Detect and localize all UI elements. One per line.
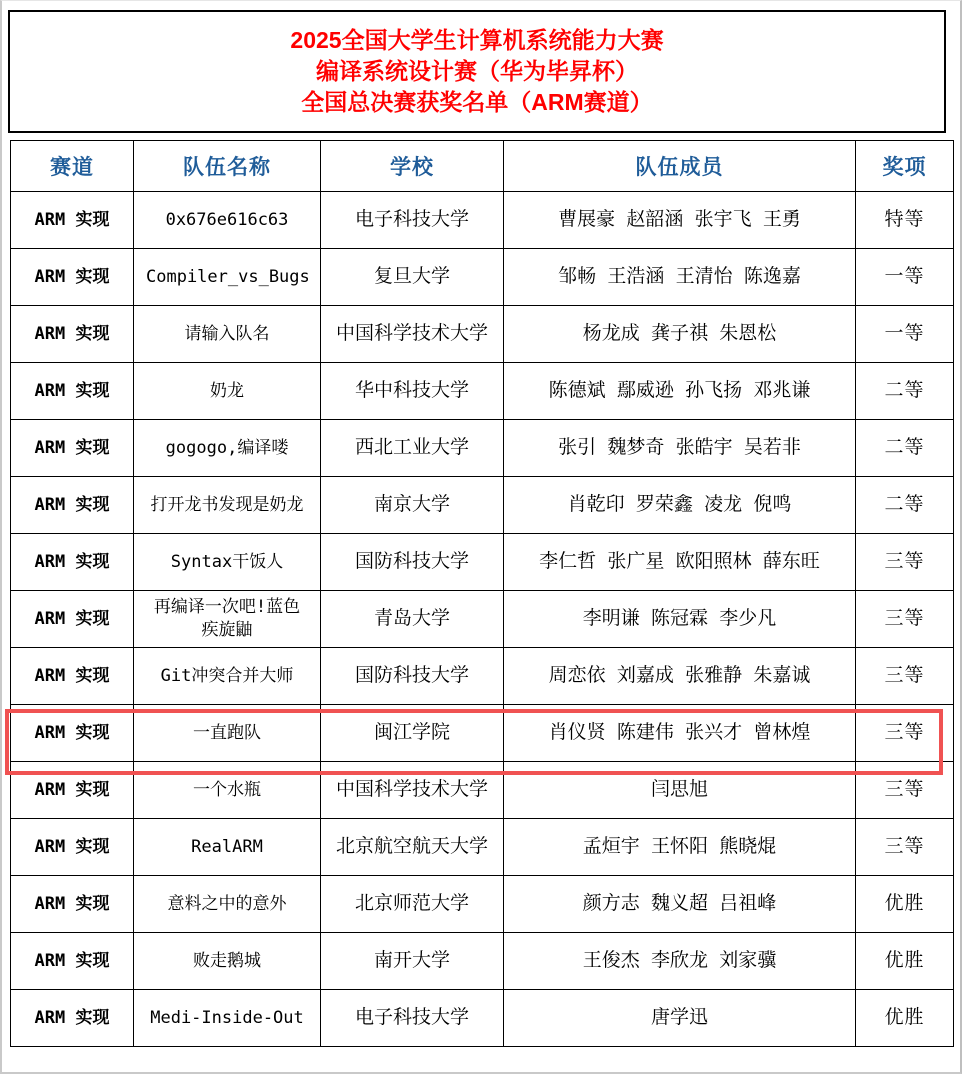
cell-award: 三等 [856,705,954,762]
cell-school: 电子科技大学 [321,192,504,249]
cell-track: ARM 实现 [11,990,134,1047]
cell-award: 二等 [856,363,954,420]
cell-track: ARM 实现 [11,306,134,363]
table-row [11,477,954,534]
table-row [11,876,954,933]
cell-award: 特等 [856,192,954,249]
title-line-3: 全国总决赛获奖名单（ARM赛道） [301,89,653,115]
cell-team: 意料之中的意外 [134,876,321,933]
cell-track: ARM 实现 [11,249,134,306]
cell-members: 颜方志 魏义超 吕祖峰 [504,876,856,933]
cell-award: 优胜 [856,876,954,933]
cell-track: ARM 实现 [11,477,134,534]
cell-members: 杨龙成 龚子祺 朱恩松 [504,306,856,363]
cell-team: Compiler_vs_Bugs [134,249,321,306]
cell-school: 北京航空航天大学 [321,819,504,876]
cell-school: 电子科技大学 [321,990,504,1047]
cell-members: 李明谦 陈冠霖 李少凡 [504,591,856,648]
table-row [11,192,954,249]
cell-track: ARM 实现 [11,762,134,819]
cell-school: 青岛大学 [321,591,504,648]
cell-team: Medi-Inside-Out [134,990,321,1047]
cell-members: 张引 魏梦奇 张皓宇 吴若非 [504,420,856,477]
col-header-team: 队伍名称 [134,141,321,192]
cell-team: RealARM [134,819,321,876]
cell-team: 奶龙 [134,363,321,420]
cell-school: 西北工业大学 [321,420,504,477]
cell-school: 北京师范大学 [321,876,504,933]
table-row [11,591,954,648]
cell-school: 华中科技大学 [321,363,504,420]
cell-award: 三等 [856,762,954,819]
cell-members: 王俊杰 李欣龙 刘家骥 [504,933,856,990]
cell-award: 一等 [856,249,954,306]
table-row [11,363,954,420]
table-row [11,648,954,705]
cell-school: 中国科学技术大学 [321,762,504,819]
cell-members: 邹畅 王浩涵 王清怡 陈逸嘉 [504,249,856,306]
table-row [11,819,954,876]
table-header-row [11,141,954,192]
table-row [11,762,954,819]
cell-members: 肖乾印 罗荣鑫 凌龙 倪鸣 [504,477,856,534]
cell-team: 请输入队名 [134,306,321,363]
title-line-2: 编译系统设计赛（华为毕昇杯） [316,58,638,84]
table-row [11,249,954,306]
cell-track: ARM 实现 [11,534,134,591]
cell-school: 中国科学技术大学 [321,306,504,363]
table-row [11,420,954,477]
cell-team: gogogo,编译喽 [134,420,321,477]
cell-track: ARM 实现 [11,705,134,762]
table-row-highlighted [11,705,954,762]
cell-members: 李仁哲 张广星 欧阳照林 薛东旺 [504,534,856,591]
cell-members: 孟烜宇 王怀阳 熊晓焜 [504,819,856,876]
cell-school: 国防科技大学 [321,534,504,591]
cell-members: 陈德斌 鄢威逊 孙飞扬 邓兆谦 [504,363,856,420]
cell-award: 优胜 [856,990,954,1047]
cell-award: 三等 [856,648,954,705]
cell-track: ARM 实现 [11,819,134,876]
cell-school: 复旦大学 [321,249,504,306]
cell-members: 周恋依 刘嘉成 张雅静 朱嘉诚 [504,648,856,705]
col-header-members: 队伍成员 [504,141,856,192]
col-header-award: 奖项 [856,141,954,192]
title-line-1: 2025全国大学生计算机系统能力大赛 [290,27,664,53]
col-header-track: 赛道 [11,141,134,192]
cell-track: ARM 实现 [11,933,134,990]
cell-track: ARM 实现 [11,363,134,420]
page-title [8,10,946,133]
cell-award: 三等 [856,591,954,648]
cell-school: 国防科技大学 [321,648,504,705]
cell-award: 二等 [856,477,954,534]
cell-award: 三等 [856,819,954,876]
cell-team: 一直跑队 [134,705,321,762]
cell-award: 一等 [856,306,954,363]
cell-award: 优胜 [856,933,954,990]
table-row [11,306,954,363]
cell-team: Syntax干饭人 [134,534,321,591]
cell-team: Git冲突合并大师 [134,648,321,705]
cell-team: 打开龙书发现是奶龙 [134,477,321,534]
table-row [11,534,954,591]
cell-award: 三等 [856,534,954,591]
cell-members: 肖仪贤 陈建伟 张兴才 曾林煌 [504,705,856,762]
cell-track: ARM 实现 [11,591,134,648]
awards-table [10,140,954,1047]
cell-award: 二等 [856,420,954,477]
cell-team: 0x676e616c63 [134,192,321,249]
cell-team: 再编译一次吧!蓝色疾旋鼬 [134,591,321,648]
cell-track: ARM 实现 [11,420,134,477]
cell-school: 南开大学 [321,933,504,990]
cell-school: 闽江学院 [321,705,504,762]
cell-members: 闫思旭 [504,762,856,819]
cell-school: 南京大学 [321,477,504,534]
table-row [11,933,954,990]
cell-track: ARM 实现 [11,648,134,705]
cell-members: 曹展豪 赵韶涵 张宇飞 王勇 [504,192,856,249]
cell-team: 败走鹅城 [134,933,321,990]
cell-track: ARM 实现 [11,192,134,249]
cell-track: ARM 实现 [11,876,134,933]
cell-members: 唐学迅 [504,990,856,1047]
col-header-school: 学校 [321,141,504,192]
cell-team: 一个水瓶 [134,762,321,819]
table-row [11,990,954,1047]
